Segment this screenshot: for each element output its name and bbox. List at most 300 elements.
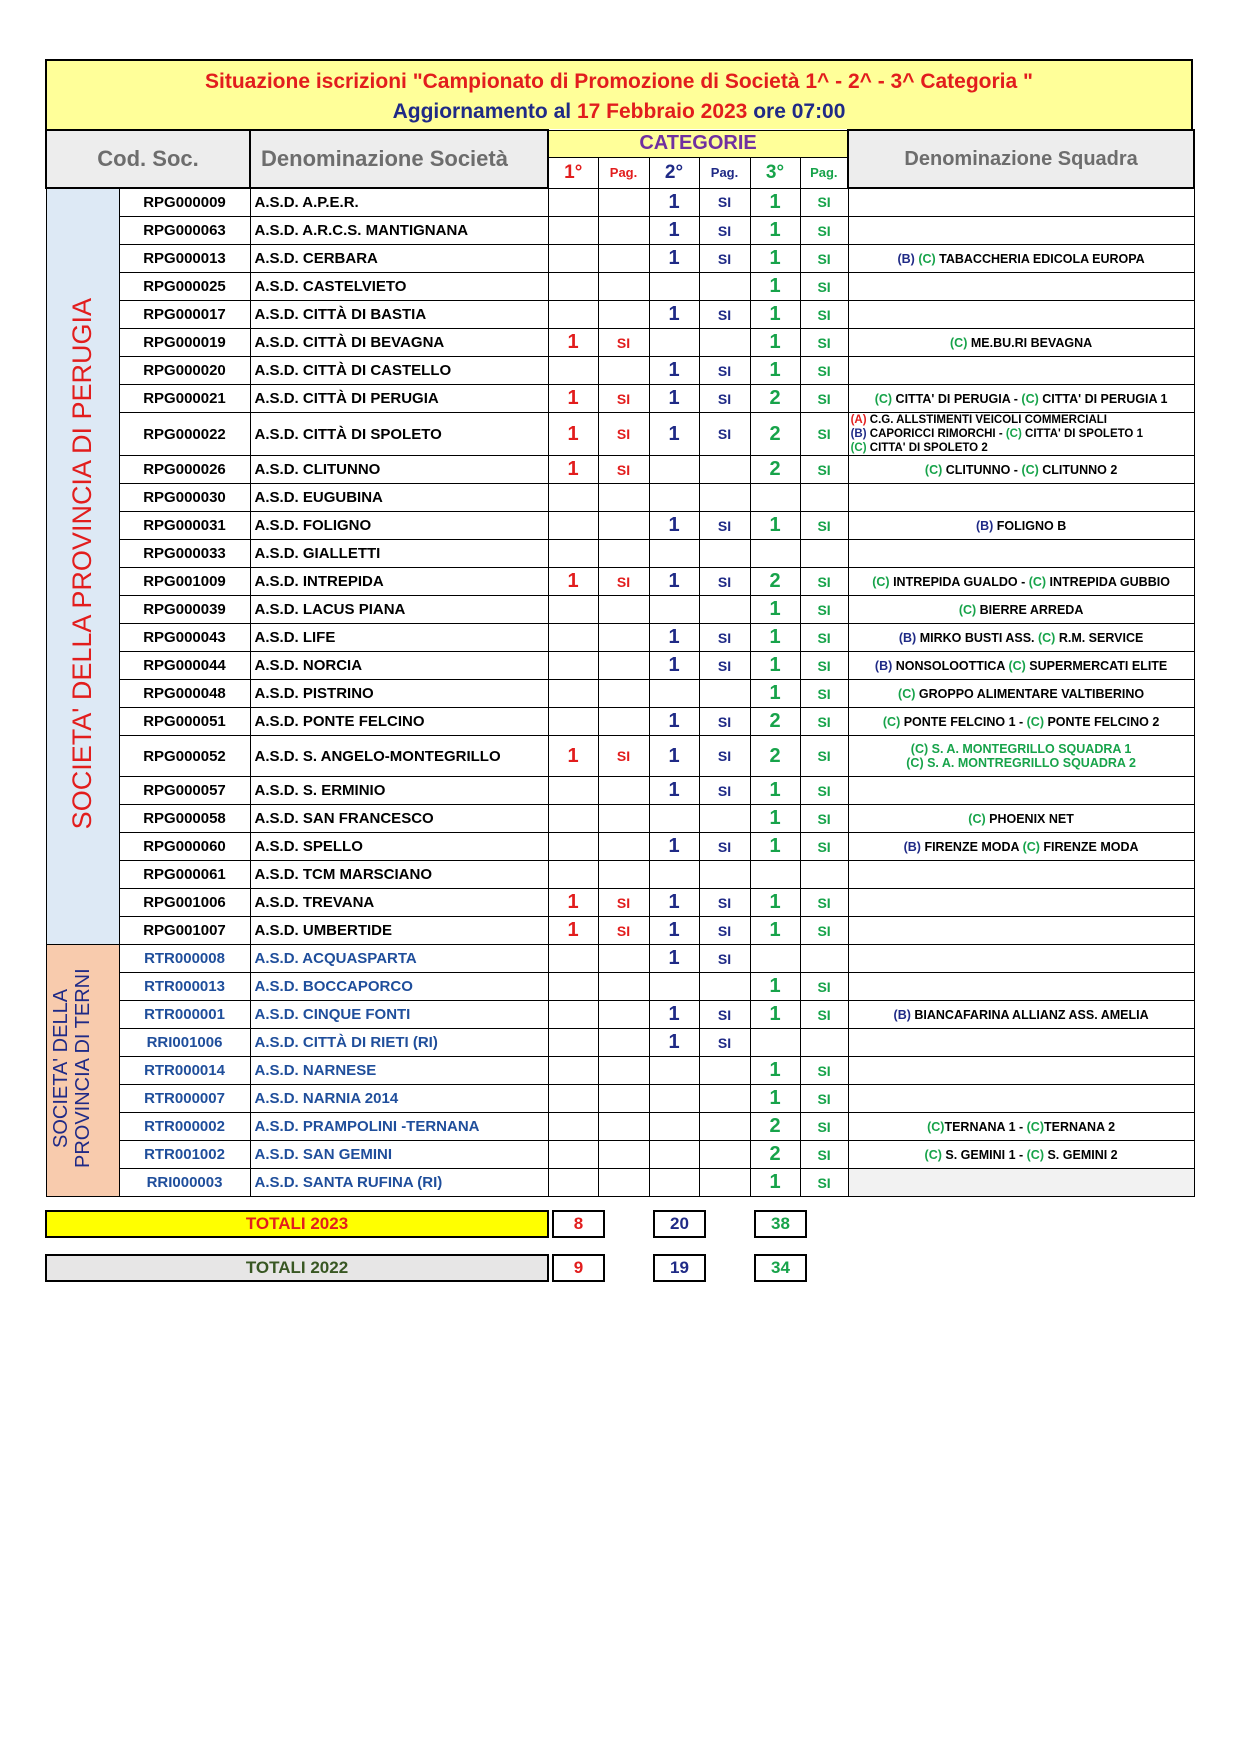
cat2-count xyxy=(649,273,699,301)
cat3-count: 2 xyxy=(750,385,800,413)
totals-2023-cat3: 38 xyxy=(754,1210,807,1238)
cat3-paid: SI xyxy=(800,1141,848,1169)
society-code: RTR001002 xyxy=(119,1141,250,1169)
society-name: A.S.D. TCM MARSCIANO xyxy=(250,861,548,889)
society-name: A.S.D. SAN GEMINI xyxy=(250,1141,548,1169)
cat3-count: 1 xyxy=(750,357,800,385)
cat1-count xyxy=(548,945,598,973)
society-code: RPG000025 xyxy=(119,273,250,301)
cat2-paid xyxy=(699,1141,750,1169)
cat2-paid: SI xyxy=(699,777,750,805)
totals-2022-label: TOTALI 2022 xyxy=(45,1254,549,1282)
society-name: A.S.D. CITTÀ DI BASTIA xyxy=(250,301,548,329)
cat2-paid: SI xyxy=(699,708,750,736)
cat2-count: 1 xyxy=(649,889,699,917)
table-row xyxy=(46,889,1194,917)
table-row xyxy=(46,413,1194,456)
team-line: (A) C.G. ALLSTIMENTI VEICOLI COMMERCIALI xyxy=(850,414,1107,426)
cat1-count xyxy=(548,273,598,301)
cat1-paid: SI xyxy=(598,385,649,413)
society-code: RPG000063 xyxy=(119,217,250,245)
header-team: Denominazione Squadra xyxy=(848,130,1194,188)
society-code: RPG000013 xyxy=(119,245,250,273)
cat2-paid xyxy=(699,484,750,512)
cat1-count xyxy=(548,217,598,245)
team-name xyxy=(848,889,1194,917)
team-line: (C) CITTA' DI SPOLETO 2 xyxy=(850,442,988,454)
cat3-paid: SI xyxy=(800,188,848,217)
cat1-count xyxy=(548,1169,598,1197)
team-name: (C) CITTA' DI PERUGIA - (C) CITTA' DI PERUGIA 1 xyxy=(848,385,1194,413)
society-code: RPG000030 xyxy=(119,484,250,512)
team-name: (C) S. GEMINI 1 - (C) S. GEMINI 2 xyxy=(848,1141,1194,1169)
table-row xyxy=(46,624,1194,652)
society-name: A.S.D. NARNESE xyxy=(250,1057,548,1085)
team-name: (C) PHOENIX NET xyxy=(848,805,1194,833)
cat3-paid: SI xyxy=(800,973,848,1001)
cat1-count xyxy=(548,1057,598,1085)
society-name: A.S.D. S. ANGELO-MONTEGRILLO xyxy=(250,736,548,777)
society-code: RPG001006 xyxy=(119,889,250,917)
team-name xyxy=(848,917,1194,945)
society-code: RPG000031 xyxy=(119,512,250,540)
team-name: (C) INTREPIDA GUALDO - (C) INTREPIDA GUBBIO xyxy=(848,568,1194,596)
cat2-count xyxy=(649,329,699,357)
cat1-paid: SI xyxy=(598,329,649,357)
table-row xyxy=(46,456,1194,484)
society-name: A.S.D. CITTÀ DI BEVAGNA xyxy=(250,329,548,357)
totals-2023-label: TOTALI 2023 xyxy=(45,1210,549,1238)
cat1-count xyxy=(548,973,598,1001)
cat1-paid: SI xyxy=(598,889,649,917)
table-row xyxy=(46,1085,1194,1113)
team-name: (C) CLITUNNO - (C) CLITUNNO 2 xyxy=(848,456,1194,484)
table-row xyxy=(46,301,1194,329)
cat3-count xyxy=(750,861,800,889)
cat2-count: 1 xyxy=(649,385,699,413)
cat2-count xyxy=(649,973,699,1001)
cat1-paid xyxy=(598,1169,649,1197)
cat2-paid: SI xyxy=(699,833,750,861)
cat1-count xyxy=(548,512,598,540)
team-name: (C) ME.BU.RI BEVAGNA xyxy=(848,329,1194,357)
cat3-count: 1 xyxy=(750,680,800,708)
cat3-paid: SI xyxy=(800,357,848,385)
cat2-paid xyxy=(699,973,750,1001)
cat2-paid: SI xyxy=(699,512,750,540)
cat2-paid: SI xyxy=(699,945,750,973)
totals-2022-cat1: 9 xyxy=(552,1254,605,1282)
cat1-count: 1 xyxy=(548,385,598,413)
cat1-paid xyxy=(598,188,649,217)
cat3-paid: SI xyxy=(800,1085,848,1113)
cat2-paid: SI xyxy=(699,1001,750,1029)
society-name: A.S.D. SANTA RUFINA (RI) xyxy=(250,1169,548,1197)
team-name xyxy=(848,736,1194,777)
totals-2023-cat1: 8 xyxy=(552,1210,605,1238)
cat3-count: 1 xyxy=(750,1085,800,1113)
cat2-count: 1 xyxy=(649,568,699,596)
society-code: RPG000019 xyxy=(119,329,250,357)
society-name: A.S.D. CINQUE FONTI xyxy=(250,1001,548,1029)
team-name xyxy=(848,217,1194,245)
cat1-count: 1 xyxy=(548,568,598,596)
cat2-paid: SI xyxy=(699,917,750,945)
cat1-paid xyxy=(598,945,649,973)
society-code: RTR000007 xyxy=(119,1085,250,1113)
table-row xyxy=(46,540,1194,568)
team-name: (B) FOLIGNO B xyxy=(848,512,1194,540)
society-name: A.S.D. FOLIGNO xyxy=(250,512,548,540)
cat2-count: 1 xyxy=(649,357,699,385)
cat3-paid: SI xyxy=(800,917,848,945)
society-name: A.S.D. PISTRINO xyxy=(250,680,548,708)
cat2-paid xyxy=(699,805,750,833)
cat2-paid: SI xyxy=(699,1029,750,1057)
society-name: A.S.D. CITTÀ DI CASTELLO xyxy=(250,357,548,385)
society-code: RPG000052 xyxy=(119,736,250,777)
team-name: (B) BIANCAFARINA ALLIANZ ASS. AMELIA xyxy=(848,1001,1194,1029)
cat2-paid: SI xyxy=(699,217,750,245)
cat2-paid: SI xyxy=(699,357,750,385)
cat1-count xyxy=(548,624,598,652)
cat3-count xyxy=(750,1029,800,1057)
cat3-count: 2 xyxy=(750,1113,800,1141)
cat3-paid: SI xyxy=(800,624,848,652)
cat2-paid xyxy=(699,456,750,484)
cat1-count xyxy=(548,1029,598,1057)
cat2-paid: SI xyxy=(699,568,750,596)
table-row xyxy=(46,1029,1194,1057)
cat3-paid: SI xyxy=(800,385,848,413)
team-name xyxy=(848,413,1194,456)
cat2-count: 1 xyxy=(649,708,699,736)
cat2-count xyxy=(649,456,699,484)
cat1-count xyxy=(548,861,598,889)
team-name xyxy=(848,188,1194,217)
cat3-paid: SI xyxy=(800,889,848,917)
cat2-paid xyxy=(699,1113,750,1141)
cat2-count: 1 xyxy=(649,217,699,245)
cat3-count: 2 xyxy=(750,413,800,456)
header-pag3: Pag. xyxy=(800,157,848,188)
cat3-count: 1 xyxy=(750,273,800,301)
table-row xyxy=(46,1001,1194,1029)
cat3-paid: SI xyxy=(800,680,848,708)
cat1-count xyxy=(548,652,598,680)
cat3-count: 1 xyxy=(750,805,800,833)
totals-2022-cat2: 19 xyxy=(653,1254,706,1282)
table-row xyxy=(46,861,1194,889)
table-row xyxy=(46,1141,1194,1169)
cat2-paid: SI xyxy=(699,188,750,217)
table-row xyxy=(46,708,1194,736)
cat3-count: 2 xyxy=(750,456,800,484)
cat1-paid: SI xyxy=(598,456,649,484)
cat2-paid xyxy=(699,596,750,624)
cat1-paid xyxy=(598,680,649,708)
cat3-paid xyxy=(800,1029,848,1057)
cat1-count xyxy=(548,301,598,329)
cat1-paid xyxy=(598,596,649,624)
table-row xyxy=(46,652,1194,680)
cat1-paid xyxy=(598,273,649,301)
society-name: A.S.D. A.R.C.S. MANTIGNANA xyxy=(250,217,548,245)
table-row xyxy=(46,512,1194,540)
cat2-count: 1 xyxy=(649,301,699,329)
table-row xyxy=(46,917,1194,945)
team-name xyxy=(848,777,1194,805)
cat3-count: 1 xyxy=(750,889,800,917)
cat2-paid xyxy=(699,540,750,568)
society-code: RPG000043 xyxy=(119,624,250,652)
table-row xyxy=(46,329,1194,357)
team-name: (B) FIRENZE MODA (C) FIRENZE MODA xyxy=(848,833,1194,861)
society-code: RRI000003 xyxy=(119,1169,250,1197)
society-name: A.S.D. SPELLO xyxy=(250,833,548,861)
group-terni xyxy=(46,945,119,1197)
group-perugia-label: SOCIETA' DELLA PROVINCIA DI PERUGIA xyxy=(67,298,97,830)
cat1-paid xyxy=(598,512,649,540)
cat1-count xyxy=(548,1001,598,1029)
team-name xyxy=(848,301,1194,329)
cat1-paid xyxy=(598,1029,649,1057)
team-line: (C) S. A. MONTREGRILLO SQUADRA 2 xyxy=(906,756,1136,770)
society-name: A.S.D. INTREPIDA xyxy=(250,568,548,596)
cat3-paid: SI xyxy=(800,736,848,777)
cat3-count: 1 xyxy=(750,624,800,652)
cat3-paid xyxy=(800,484,848,512)
header-categories: CATEGORIE xyxy=(548,130,848,157)
team-name xyxy=(848,1085,1194,1113)
cat1-count xyxy=(548,805,598,833)
cat1-paid: SI xyxy=(598,413,649,456)
society-code: RPG000051 xyxy=(119,708,250,736)
society-name: A.S.D. CITTÀ DI RIETI (RI) xyxy=(250,1029,548,1057)
cat3-count: 1 xyxy=(750,301,800,329)
team-line: (B) CAPORICCI RIMORCHI - (C) CITTA' DI SPOLETO 1 xyxy=(850,428,1143,440)
cat2-count: 1 xyxy=(649,188,699,217)
table-row xyxy=(46,385,1194,413)
cat1-paid xyxy=(598,357,649,385)
cat3-count: 2 xyxy=(750,1141,800,1169)
cat2-count: 1 xyxy=(649,736,699,777)
cat3-count: 1 xyxy=(750,329,800,357)
society-name: A.S.D. GIALLETTI xyxy=(250,540,548,568)
society-name: A.S.D. CITTÀ DI PERUGIA xyxy=(250,385,548,413)
cat3-paid xyxy=(800,540,848,568)
cat2-count xyxy=(649,680,699,708)
team-name: (C) GROPPO ALIMENTARE VALTIBERINO xyxy=(848,680,1194,708)
table-row xyxy=(46,596,1194,624)
table-row xyxy=(46,1113,1194,1141)
cat1-paid: SI xyxy=(598,736,649,777)
cat3-paid: SI xyxy=(800,1057,848,1085)
header-pag1: Pag. xyxy=(598,157,649,188)
cat1-paid: SI xyxy=(598,917,649,945)
cat2-count: 1 xyxy=(649,413,699,456)
cat2-count xyxy=(649,540,699,568)
table-row xyxy=(46,833,1194,861)
society-name: A.S.D. NARNIA 2014 xyxy=(250,1085,548,1113)
cat1-paid xyxy=(598,217,649,245)
header-pag2: Pag. xyxy=(699,157,750,188)
totals-2022-cat3: 34 xyxy=(754,1254,807,1282)
society-name: A.S.D. CLITUNNO xyxy=(250,456,548,484)
cat2-paid xyxy=(699,329,750,357)
cat1-paid xyxy=(598,484,649,512)
table-row xyxy=(46,568,1194,596)
cat3-paid: SI xyxy=(800,245,848,273)
team-name xyxy=(848,861,1194,889)
cat2-paid: SI xyxy=(699,385,750,413)
cat3-count: 2 xyxy=(750,736,800,777)
society-name: A.S.D. ACQUASPARTA xyxy=(250,945,548,973)
registrations-table xyxy=(45,129,1195,1197)
cat2-count: 1 xyxy=(649,652,699,680)
cat1-count: 1 xyxy=(548,413,598,456)
society-name: A.S.D. CERBARA xyxy=(250,245,548,273)
society-code: RPG000061 xyxy=(119,861,250,889)
team-name xyxy=(848,357,1194,385)
table-row xyxy=(46,805,1194,833)
cat2-count: 1 xyxy=(649,512,699,540)
cat2-paid: SI xyxy=(699,413,750,456)
cat2-count xyxy=(649,1113,699,1141)
table-row xyxy=(46,777,1194,805)
society-name: A.S.D. PRAMPOLINI -TERNANA xyxy=(250,1113,548,1141)
table-row xyxy=(46,973,1194,1001)
society-name: A.S.D. NORCIA xyxy=(250,652,548,680)
cat2-count xyxy=(649,596,699,624)
cat3-paid: SI xyxy=(800,456,848,484)
society-code: RPG000026 xyxy=(119,456,250,484)
society-code: RTR000001 xyxy=(119,1001,250,1029)
cat2-count: 1 xyxy=(649,245,699,273)
cat2-count xyxy=(649,805,699,833)
society-code: RPG000017 xyxy=(119,301,250,329)
cat2-count xyxy=(649,484,699,512)
cat1-count: 1 xyxy=(548,889,598,917)
cat2-paid xyxy=(699,1169,750,1197)
society-code: RPG000058 xyxy=(119,805,250,833)
society-code: RTR000014 xyxy=(119,1057,250,1085)
cat3-count: 1 xyxy=(750,833,800,861)
society-code: RPG000022 xyxy=(119,413,250,456)
cat3-count: 1 xyxy=(750,1169,800,1197)
society-code: RTR000013 xyxy=(119,973,250,1001)
cat1-count xyxy=(548,188,598,217)
group-perugia xyxy=(46,188,119,945)
header-name: Denominazione Società xyxy=(250,130,548,188)
cat3-paid: SI xyxy=(800,413,848,456)
team-name xyxy=(848,945,1194,973)
cat2-paid xyxy=(699,1057,750,1085)
group-terni-label: SOCIETA' DELLA PROVINCIA DI TERNI xyxy=(49,968,94,1168)
cat3-count: 1 xyxy=(750,512,800,540)
cat3-count: 2 xyxy=(750,568,800,596)
cat3-paid: SI xyxy=(800,708,848,736)
cat3-count: 1 xyxy=(750,917,800,945)
title-line-2: Aggiornamento al 17 Febbraio 2023 ore 07:00 xyxy=(392,100,846,123)
cat3-paid: SI xyxy=(800,273,848,301)
team-name xyxy=(848,1057,1194,1085)
society-name: A.S.D. EUGUBINA xyxy=(250,484,548,512)
registrations-sheet xyxy=(45,59,1193,1197)
society-name: A.S.D. CASTELVIETO xyxy=(250,273,548,301)
cat2-count xyxy=(649,1141,699,1169)
cat1-count xyxy=(548,708,598,736)
society-name: A.S.D. LIFE xyxy=(250,624,548,652)
cat1-count xyxy=(548,484,598,512)
cat1-count xyxy=(548,245,598,273)
table-row xyxy=(46,245,1194,273)
cat1-paid xyxy=(598,624,649,652)
cat1-paid xyxy=(598,540,649,568)
cat2-count: 1 xyxy=(649,1001,699,1029)
cat3-paid: SI xyxy=(800,805,848,833)
society-code: RPG000021 xyxy=(119,385,250,413)
cat3-paid: SI xyxy=(800,1169,848,1197)
cat1-count xyxy=(548,540,598,568)
table-row xyxy=(46,273,1194,301)
cat3-count: 1 xyxy=(750,188,800,217)
society-name: A.S.D. TREVANA xyxy=(250,889,548,917)
totals-2022 xyxy=(45,1254,1193,1280)
header-cat3: 3° xyxy=(750,157,800,188)
cat1-count xyxy=(548,680,598,708)
team-name xyxy=(848,1029,1194,1057)
team-line: (C) S. A. MONTEGRILLO SQUADRA 1 xyxy=(910,742,1132,756)
table-row xyxy=(46,188,1194,217)
table-row xyxy=(46,217,1194,245)
cat1-count: 1 xyxy=(548,736,598,777)
totals-2023 xyxy=(45,1210,1193,1236)
cat1-count: 1 xyxy=(548,917,598,945)
cat3-paid: SI xyxy=(800,512,848,540)
cat3-count: 1 xyxy=(750,596,800,624)
cat2-count xyxy=(649,1057,699,1085)
team-name xyxy=(848,484,1194,512)
cat1-paid xyxy=(598,861,649,889)
cat2-paid: SI xyxy=(699,245,750,273)
cat3-paid: SI xyxy=(800,1113,848,1141)
society-name: A.S.D. CITTÀ DI SPOLETO xyxy=(250,413,548,456)
cat3-paid: SI xyxy=(800,596,848,624)
cat1-count xyxy=(548,596,598,624)
team-name: (B) NONSOLOOTTICA (C) SUPERMERCATI ELITE xyxy=(848,652,1194,680)
society-name: A.S.D. UMBERTIDE xyxy=(250,917,548,945)
cat3-paid xyxy=(800,945,848,973)
table-row xyxy=(46,736,1194,777)
society-code: RTR000008 xyxy=(119,945,250,973)
society-code: RPG000060 xyxy=(119,833,250,861)
cat2-paid: SI xyxy=(699,624,750,652)
cat1-paid xyxy=(598,805,649,833)
cat2-count: 1 xyxy=(649,833,699,861)
cat2-paid xyxy=(699,861,750,889)
header-cat2: 2° xyxy=(649,157,699,188)
cat3-count: 1 xyxy=(750,973,800,1001)
cat3-paid: SI xyxy=(800,217,848,245)
cat3-paid: SI xyxy=(800,329,848,357)
cat1-paid: SI xyxy=(598,568,649,596)
cat3-paid: SI xyxy=(800,568,848,596)
cat2-paid xyxy=(699,273,750,301)
cat3-paid: SI xyxy=(800,833,848,861)
cat2-paid: SI xyxy=(699,889,750,917)
cat2-paid: SI xyxy=(699,652,750,680)
